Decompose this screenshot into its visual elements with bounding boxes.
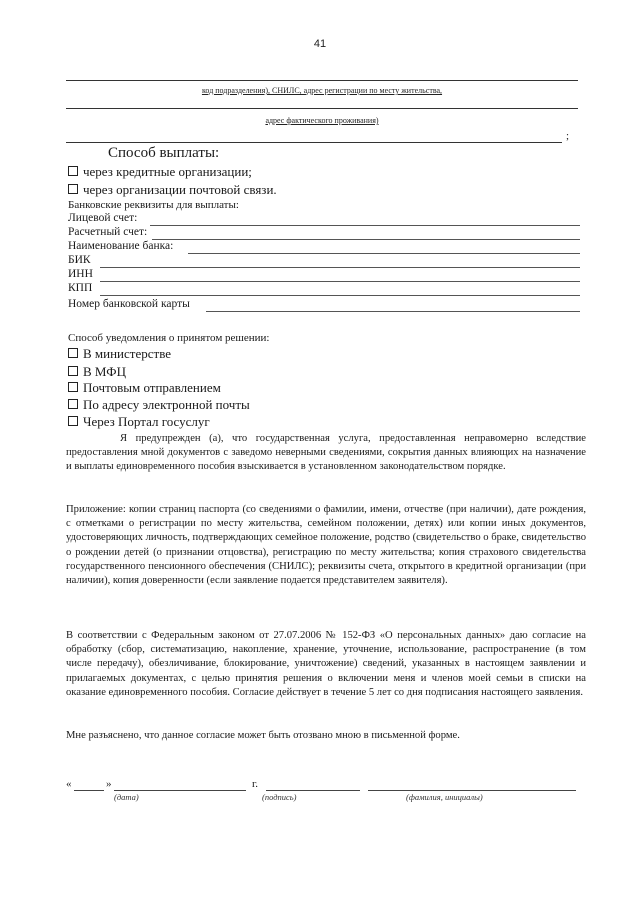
- field-line-kpp[interactable]: [100, 295, 580, 296]
- header-line-1: [66, 80, 578, 81]
- field-label-bik: БИК: [68, 254, 91, 266]
- page-number: 41: [313, 38, 327, 50]
- header-line-2: [66, 108, 578, 109]
- field-line-account[interactable]: [150, 225, 580, 226]
- date-year-suffix: г.: [252, 778, 259, 790]
- date-open-quote: «: [66, 778, 72, 790]
- caption-signature: (подпись): [262, 792, 297, 802]
- notify-title: Способ уведомления о принятом решении:: [68, 332, 270, 344]
- payment-option-post[interactable]: через организации почтовой связи.: [68, 182, 277, 198]
- field-line-settlement[interactable]: [152, 239, 580, 240]
- field-label-card: Номер банковской карты: [68, 298, 190, 310]
- notify-option-email[interactable]: По адресу электронной почты: [68, 397, 250, 413]
- date-day-line[interactable]: [74, 790, 104, 791]
- payment-title: Способ выплаты:: [108, 145, 220, 161]
- field-label-account: Лицевой счет:: [68, 212, 138, 224]
- date-close-quote: »: [106, 778, 112, 790]
- field-line-inn[interactable]: [100, 281, 580, 282]
- bank-details-title: Банковские реквизиты для выплаты:: [68, 199, 239, 211]
- revoke-paragraph: Мне разъяснено, что данное согласие может быть отозвано мною в письменной форме.: [66, 730, 460, 741]
- checkbox-icon[interactable]: [68, 184, 78, 194]
- field-label-kpp: КПП: [68, 282, 93, 294]
- checkbox-icon[interactable]: [68, 166, 78, 176]
- full-name-line[interactable]: [368, 790, 576, 791]
- field-line-card[interactable]: [206, 311, 580, 312]
- signature-line[interactable]: [266, 790, 360, 791]
- field-label-inn: ИНН: [68, 268, 93, 280]
- notify-option-mail[interactable]: Почтовым отправлением: [68, 380, 221, 396]
- caption-full-name: (фамилия, инициалы): [406, 792, 483, 802]
- field-line-bank-name[interactable]: [188, 253, 580, 254]
- checkbox-icon[interactable]: [68, 348, 78, 358]
- header-caption-1: код подразделения), СНИЛС, адрес регистрации по месту жительства,: [201, 86, 443, 95]
- payment-option-credit[interactable]: через кредитные организации;: [68, 164, 252, 180]
- consent-paragraph: В соответствии с Федеральным законом от 27.07.2006 № 152-ФЗ «О персональных данных» даю согласие на обработку (сбор, систематизацию, накопление, хранение, уточнение, использование, распространение (в том числе передачу), обезличивание, блокирование, уничтожение) сведений, указанных в настоящем заявлении и прилагаемых документах, с целью принятия решения о включении меня и членов моей семьи в списки на оказание единовременного пособия. Согласие действует в течение 5 лет со дня подписания настоящего заявления.: [66, 630, 586, 698]
- warning-paragraph: Я предупрежден (а), что государственная услуга, предоставленная неправомерно вследствие предоставления мной документов с заведомо неверными сведениями, сокрытия данных влияющих на назначение и выплаты единовременного пособия взыскивается в установленном законодательством порядке.: [66, 433, 586, 473]
- checkbox-icon[interactable]: [68, 399, 78, 409]
- caption-date: (дата): [114, 792, 139, 802]
- header-line-3-end: ;: [566, 130, 570, 142]
- notify-option-gosuslugi[interactable]: Через Портал госуслуг: [68, 414, 210, 430]
- checkbox-icon[interactable]: [68, 366, 78, 376]
- field-label-bank-name: Наименование банка:: [68, 240, 174, 252]
- checkbox-icon[interactable]: [68, 416, 78, 426]
- field-label-settlement: Расчетный счет:: [68, 226, 148, 238]
- checkbox-icon[interactable]: [68, 382, 78, 392]
- attachment-paragraph: Приложение: копии страниц паспорта (со сведениями о фамилии, имени, отчестве (при наличии), дате рождения, с отметками о регистрации по месту жительства, семейном положении, детях) или копии иных документов, удостоверяющих личность, подтверждающих семейное положение, родство (свидетельство о браке, свидетельство о рождении детей (о признании отцовства), регистрацию по месту жительства; копия страхового свидетельства государственного пенсионного обеспечения (СНИЛС); реквизиты счета, открытого в кредитной организации (при наличии), копия доверенности (если заявление подается представителем заявителя).: [66, 504, 586, 587]
- header-line-3: [66, 142, 562, 143]
- date-month-line[interactable]: [114, 790, 246, 791]
- notify-option-mfc[interactable]: В МФЦ: [68, 364, 126, 380]
- field-line-bik[interactable]: [100, 267, 580, 268]
- header-caption-2: адрес фактического проживания): [265, 116, 379, 125]
- notify-option-ministry[interactable]: В министерстве: [68, 346, 171, 362]
